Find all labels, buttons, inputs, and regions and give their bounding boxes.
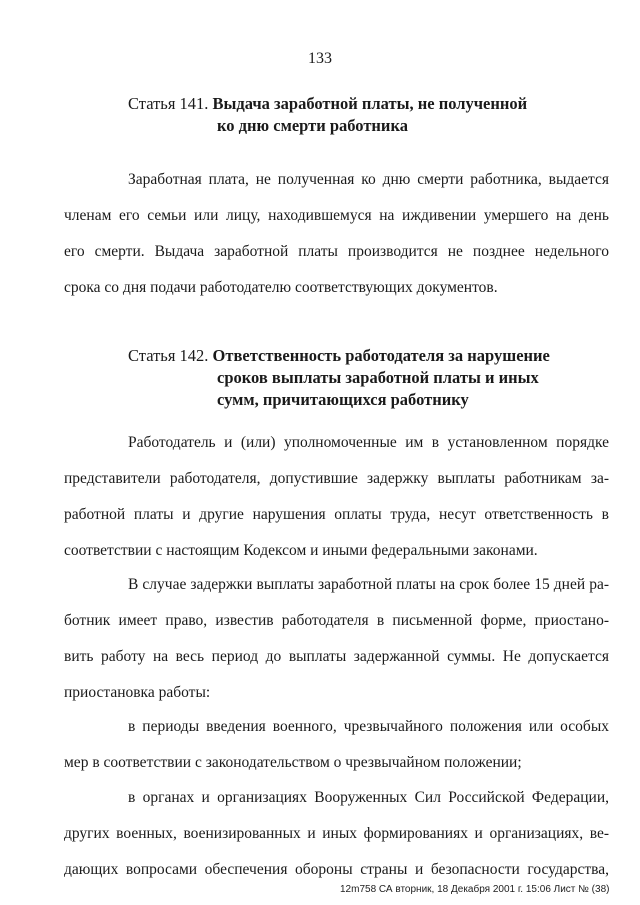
- article-142-title-line2: сроков выплаты заработной платы и иных: [217, 368, 539, 387]
- article-142-paragraph-2: [64, 567, 609, 711]
- text-line: соответствии с настоящим Кодексом и иными федеральными законами.: [64, 542, 538, 559]
- page-number: 133: [308, 50, 332, 67]
- page-footer: 12m758 СА вторник, 18 Декабря 2001 г. 15:06 Лист № (38): [340, 884, 610, 895]
- text-line: В случае задержки выплаты заработной платы на срок более 15 дней ра-: [128, 576, 609, 593]
- text-line: срока со дня подачи работодателю соответствующих документов.: [64, 279, 498, 296]
- text-line: в органах и организациях Вооруженных Сил Российской Федерации,: [128, 789, 609, 806]
- article-142-paragraph-1: [64, 425, 609, 569]
- article-142-title-line3: сумм, причитающихся работнику: [217, 390, 469, 409]
- article-141-paragraph: [64, 162, 609, 306]
- article-141-heading: [128, 93, 598, 137]
- article-141-title-line2: ко дню смерти работника: [217, 116, 408, 135]
- text-line: дающих вопросами обеспечения обороны страны и безопасности государства,: [64, 861, 609, 878]
- text-line: приостановка работы:: [64, 684, 211, 701]
- text-line: членам его семьи или лицу, находившемуся на иждивении умершего на день: [64, 207, 609, 224]
- text-line: Заработная плата, не полученная ко дню смерти работника, выдается: [128, 171, 609, 188]
- text-line: вить работу на весь период до выплаты задержанной суммы. Не допускается: [64, 648, 609, 665]
- article-142-paragraph-4: [64, 780, 609, 888]
- text-line: ботник имеет право, известив работодателя в письменной форме, приостано-: [64, 612, 609, 629]
- article-142-title-line1: Ответственность работодателя за нарушение: [212, 346, 550, 365]
- article-142-heading: [128, 345, 598, 411]
- text-line: мер в соответствии с законодательством о чрезвычайном положении;: [64, 754, 522, 771]
- text-line: Работодатель и (или) уполномоченные им в установленном порядке: [128, 434, 609, 451]
- text-line: работной платы и другие нарушения оплаты труда, несут ответственность в: [64, 506, 609, 523]
- text-line: в периоды введения военного, чрезвычайного положения или особых: [128, 718, 609, 735]
- text-line: представители работодателя, допустившие задержку выплаты работникам за-: [64, 470, 609, 487]
- text-line: его смерти. Выдача заработной платы производится не позднее недельного: [64, 243, 609, 260]
- article-142-number: Статья 142.: [128, 346, 209, 365]
- text-line: других военных, военизированных и иных формированиях и организациях, ве-: [64, 825, 609, 842]
- article-142-paragraph-3: [64, 709, 609, 781]
- article-141-title-line1: Выдача заработной платы, не полученной: [212, 94, 528, 113]
- article-141-number: Статья 141.: [128, 94, 209, 113]
